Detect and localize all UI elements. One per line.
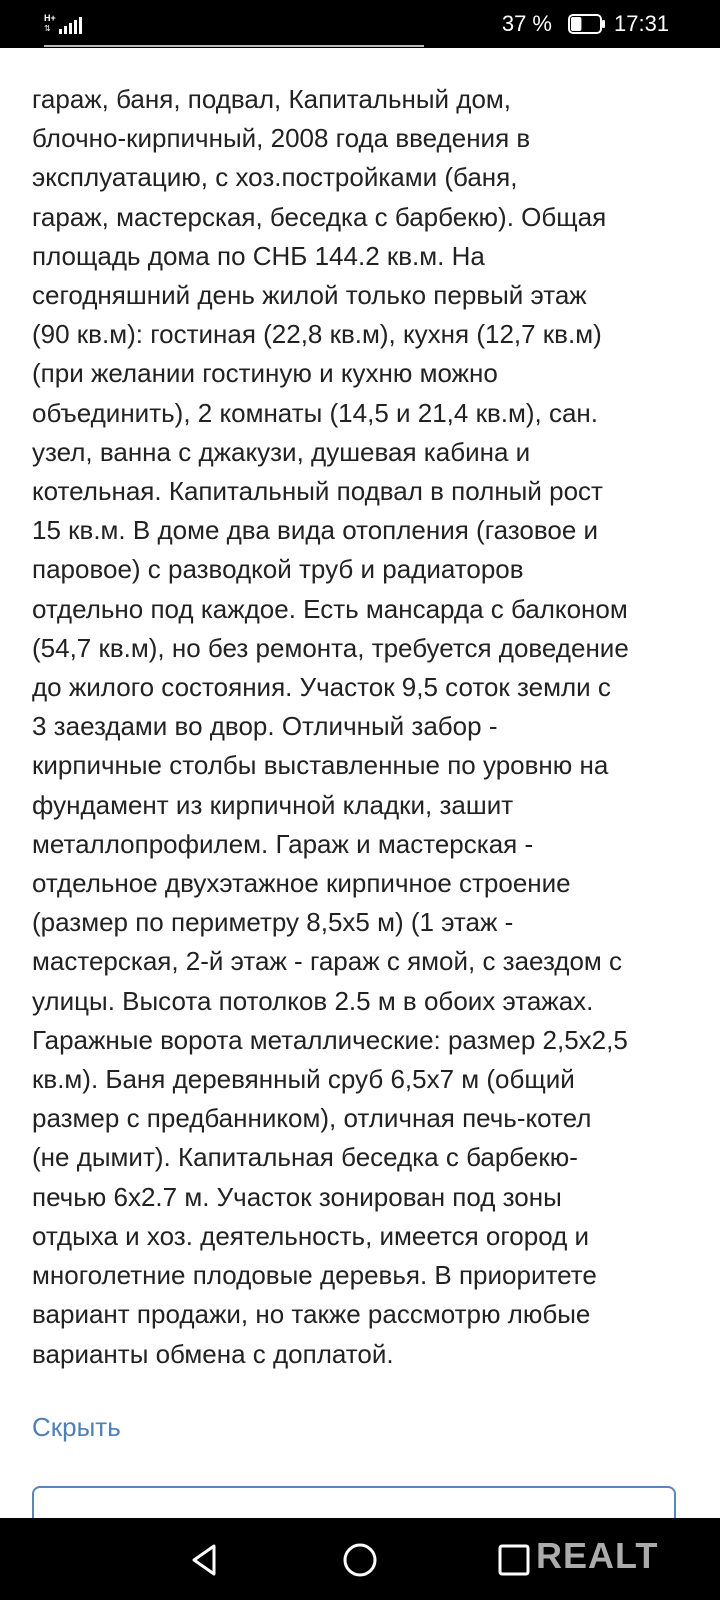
signal-strength-icon	[58, 16, 82, 34]
status-bar	[0, 0, 720, 48]
data-arrows-icon: ⇅	[44, 24, 51, 33]
battery-icon	[568, 14, 606, 34]
navigation-bar	[0, 1518, 720, 1600]
home-icon[interactable]	[340, 1540, 380, 1580]
clipped-previous-line	[44, 44, 424, 48]
clock: 17:31	[614, 11, 670, 36]
listing-description: гараж, баня, подвал, Капитальный дом, блочно-кирпичный, 2008 года введения в эксплуатацию, с хоз.постройками (баня, гараж, мастерская, беседка с барбекю). Общая площадь дома по СНБ 144.2 кв.м. На сегодняшний день жилой только первый этаж (90 кв.м): гостиная (22,8 кв.м), кухня (12,7 кв.м) (при желании гостиную и кухню можно объединить), 2 комнаты (14,5 и 21,4 кв.м), сан. узел, ванна с джакузи, душевая кабина и котельная. Капитальный подвал в полный рост 15 кв.м. В доме два вида отопления (газовое и паровое) с разводкой труб и радиаторов отдельно под каждое. Есть мансарда с балконом (54,7 кв.м), но без ремонта, требуется доведение до жилого состояния. Участок 9,5 соток земли с 3 заездами во двор. Отличный забор - кирпичные столбы выставленные по уровню на фундамент из кирпичной кладки, зашит металлопрофилем. Гараж и мастерская - отдельное двухэтажное кирпичное строение (размер по периметру 8,5х5 м) (1 этаж - мастерская, 2-й этаж - гараж с ямой, с заездом с улицы. Высота потолков 2.5 м в обоих этажах. Гаражные ворота металлические: размер 2,5х2,5 кв.м). Баня деревянный сруб 6,5х7 м (общий размер с предбанником), отличная печь-котел (не дымит). Капитальная беседка с барбекю- печью 6х2.7 м. Участок зонирован под зоны отдыха и хоз. деятельность, имеется огород и многолетние плодовые деревья. В приоритете вариант продажи, но также рассмотрю любые варианты обмена с доплатой.	[32, 84, 629, 1369]
realt-watermark: REALT	[536, 1535, 659, 1576]
signal-icon	[44, 14, 84, 36]
network-type-label: H+	[44, 13, 56, 23]
hide-description-link[interactable]: Скрыть	[32, 1412, 121, 1442]
recents-icon[interactable]	[494, 1540, 534, 1580]
battery-percent: 37 %	[501, 11, 552, 36]
back-icon[interactable]	[186, 1540, 226, 1580]
